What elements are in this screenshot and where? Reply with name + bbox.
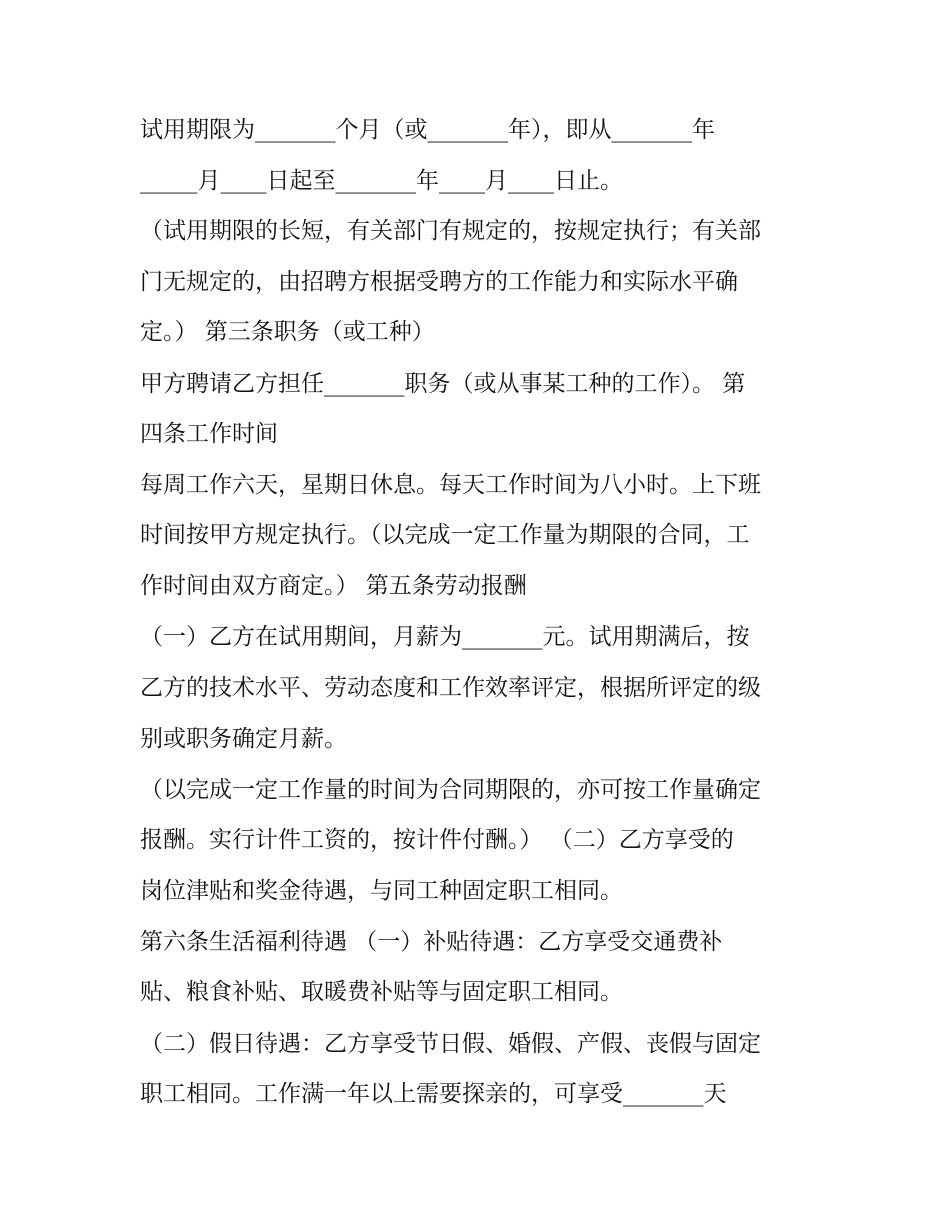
text-line: 甲方聘请乙方担任_______职务（或从事某工种的工作）。 第 [140, 371, 746, 397]
text-line: 乙方的技术水平、劳动态度和工作效率评定，根据所评定的级 [140, 675, 761, 701]
text-line: （二）假日待遇：乙方享受节日假、婚假、产假、丧假与固定 [140, 1031, 761, 1057]
text-line: 别或职务确定月薪。 [140, 726, 347, 752]
text-line: 四条工作时间 [140, 421, 278, 447]
text-line: （一）乙方在试用期间，月薪为_______元。试用期满后，按 [140, 624, 750, 650]
text-line: _____月____日起至_______年____月____日止。 [140, 168, 623, 194]
text-line: （以完成一定工作量的时间为合同期限的，亦可按工作量确定 [140, 777, 761, 803]
text-line: 门无规定的，由招聘方根据受聘方的工作能力和实际水平确 [140, 269, 738, 295]
text-line: 第六条生活福利待遇 （一）补贴待遇：乙方享受交通费补 [140, 929, 723, 955]
text-line: （试用期限的长短，有关部门有规定的，按规定执行；有关部 [140, 218, 761, 244]
text-line: 定。） 第三条职务（或工种） [140, 319, 435, 345]
text-line: 报酬。实行计件工资的，按计件付酬。） （二）乙方享受的 [140, 827, 734, 853]
text-line: 时间按甲方规定执行。（以完成一定工作量为期限的合同，工 [140, 522, 750, 548]
text-line: 每周工作六天，星期日休息。每天工作时间为八小时。上下班 [140, 472, 761, 498]
text-line: 岗位津贴和奖金待遇，与同工种固定职工相同。 [140, 878, 623, 904]
text-line: 试用期限为_______个月（或_______年），即从_______年 [140, 117, 715, 143]
text-line: 贴、粮食补贴、取暖费补贴等与固定职工相同。 [140, 979, 623, 1005]
text-line: 职工相同。工作满一年以上需要探亲的，可享受_______天 [140, 1081, 727, 1107]
text-line: 作时间由双方商定。） 第五条劳动报酬 [140, 573, 527, 599]
